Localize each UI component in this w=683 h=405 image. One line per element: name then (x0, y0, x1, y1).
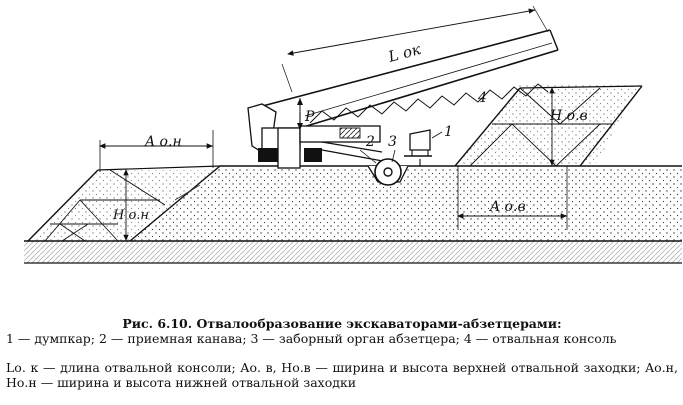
label-h-on: H о.н (113, 208, 149, 223)
figure-caption-legend: 1 — думпкар; 2 — приемная канава; 3 — заборный орган абзетцера; 4 — отвальная консоль (6, 331, 617, 346)
bedrock-layer (24, 241, 682, 263)
working-bench (130, 166, 682, 241)
figure-caption-title: Рис. 6.10. Отвалообразование экскаваторами-абзетцерами: (122, 316, 562, 331)
dump-car (404, 130, 442, 166)
label-4: 4 (478, 90, 487, 106)
label-3: 3 (388, 134, 397, 150)
label-l-ok: L ок (386, 40, 423, 66)
label-h-ov: H о.в (550, 108, 588, 124)
label-p: P (305, 109, 315, 125)
label-2: 2 (366, 134, 375, 150)
label-1: 1 (444, 124, 453, 140)
label-a-ov: A о.в (490, 199, 526, 215)
figure-caption-symbols: Lо. к — длина отвальной консоли; Aо. в, Hо.в — ширина и высота верхней отвальной заходки; Aо.н, Hо.н — ширина и высота нижней отвальной заходки (6, 360, 678, 390)
label-a-on: A о.н (145, 134, 182, 150)
